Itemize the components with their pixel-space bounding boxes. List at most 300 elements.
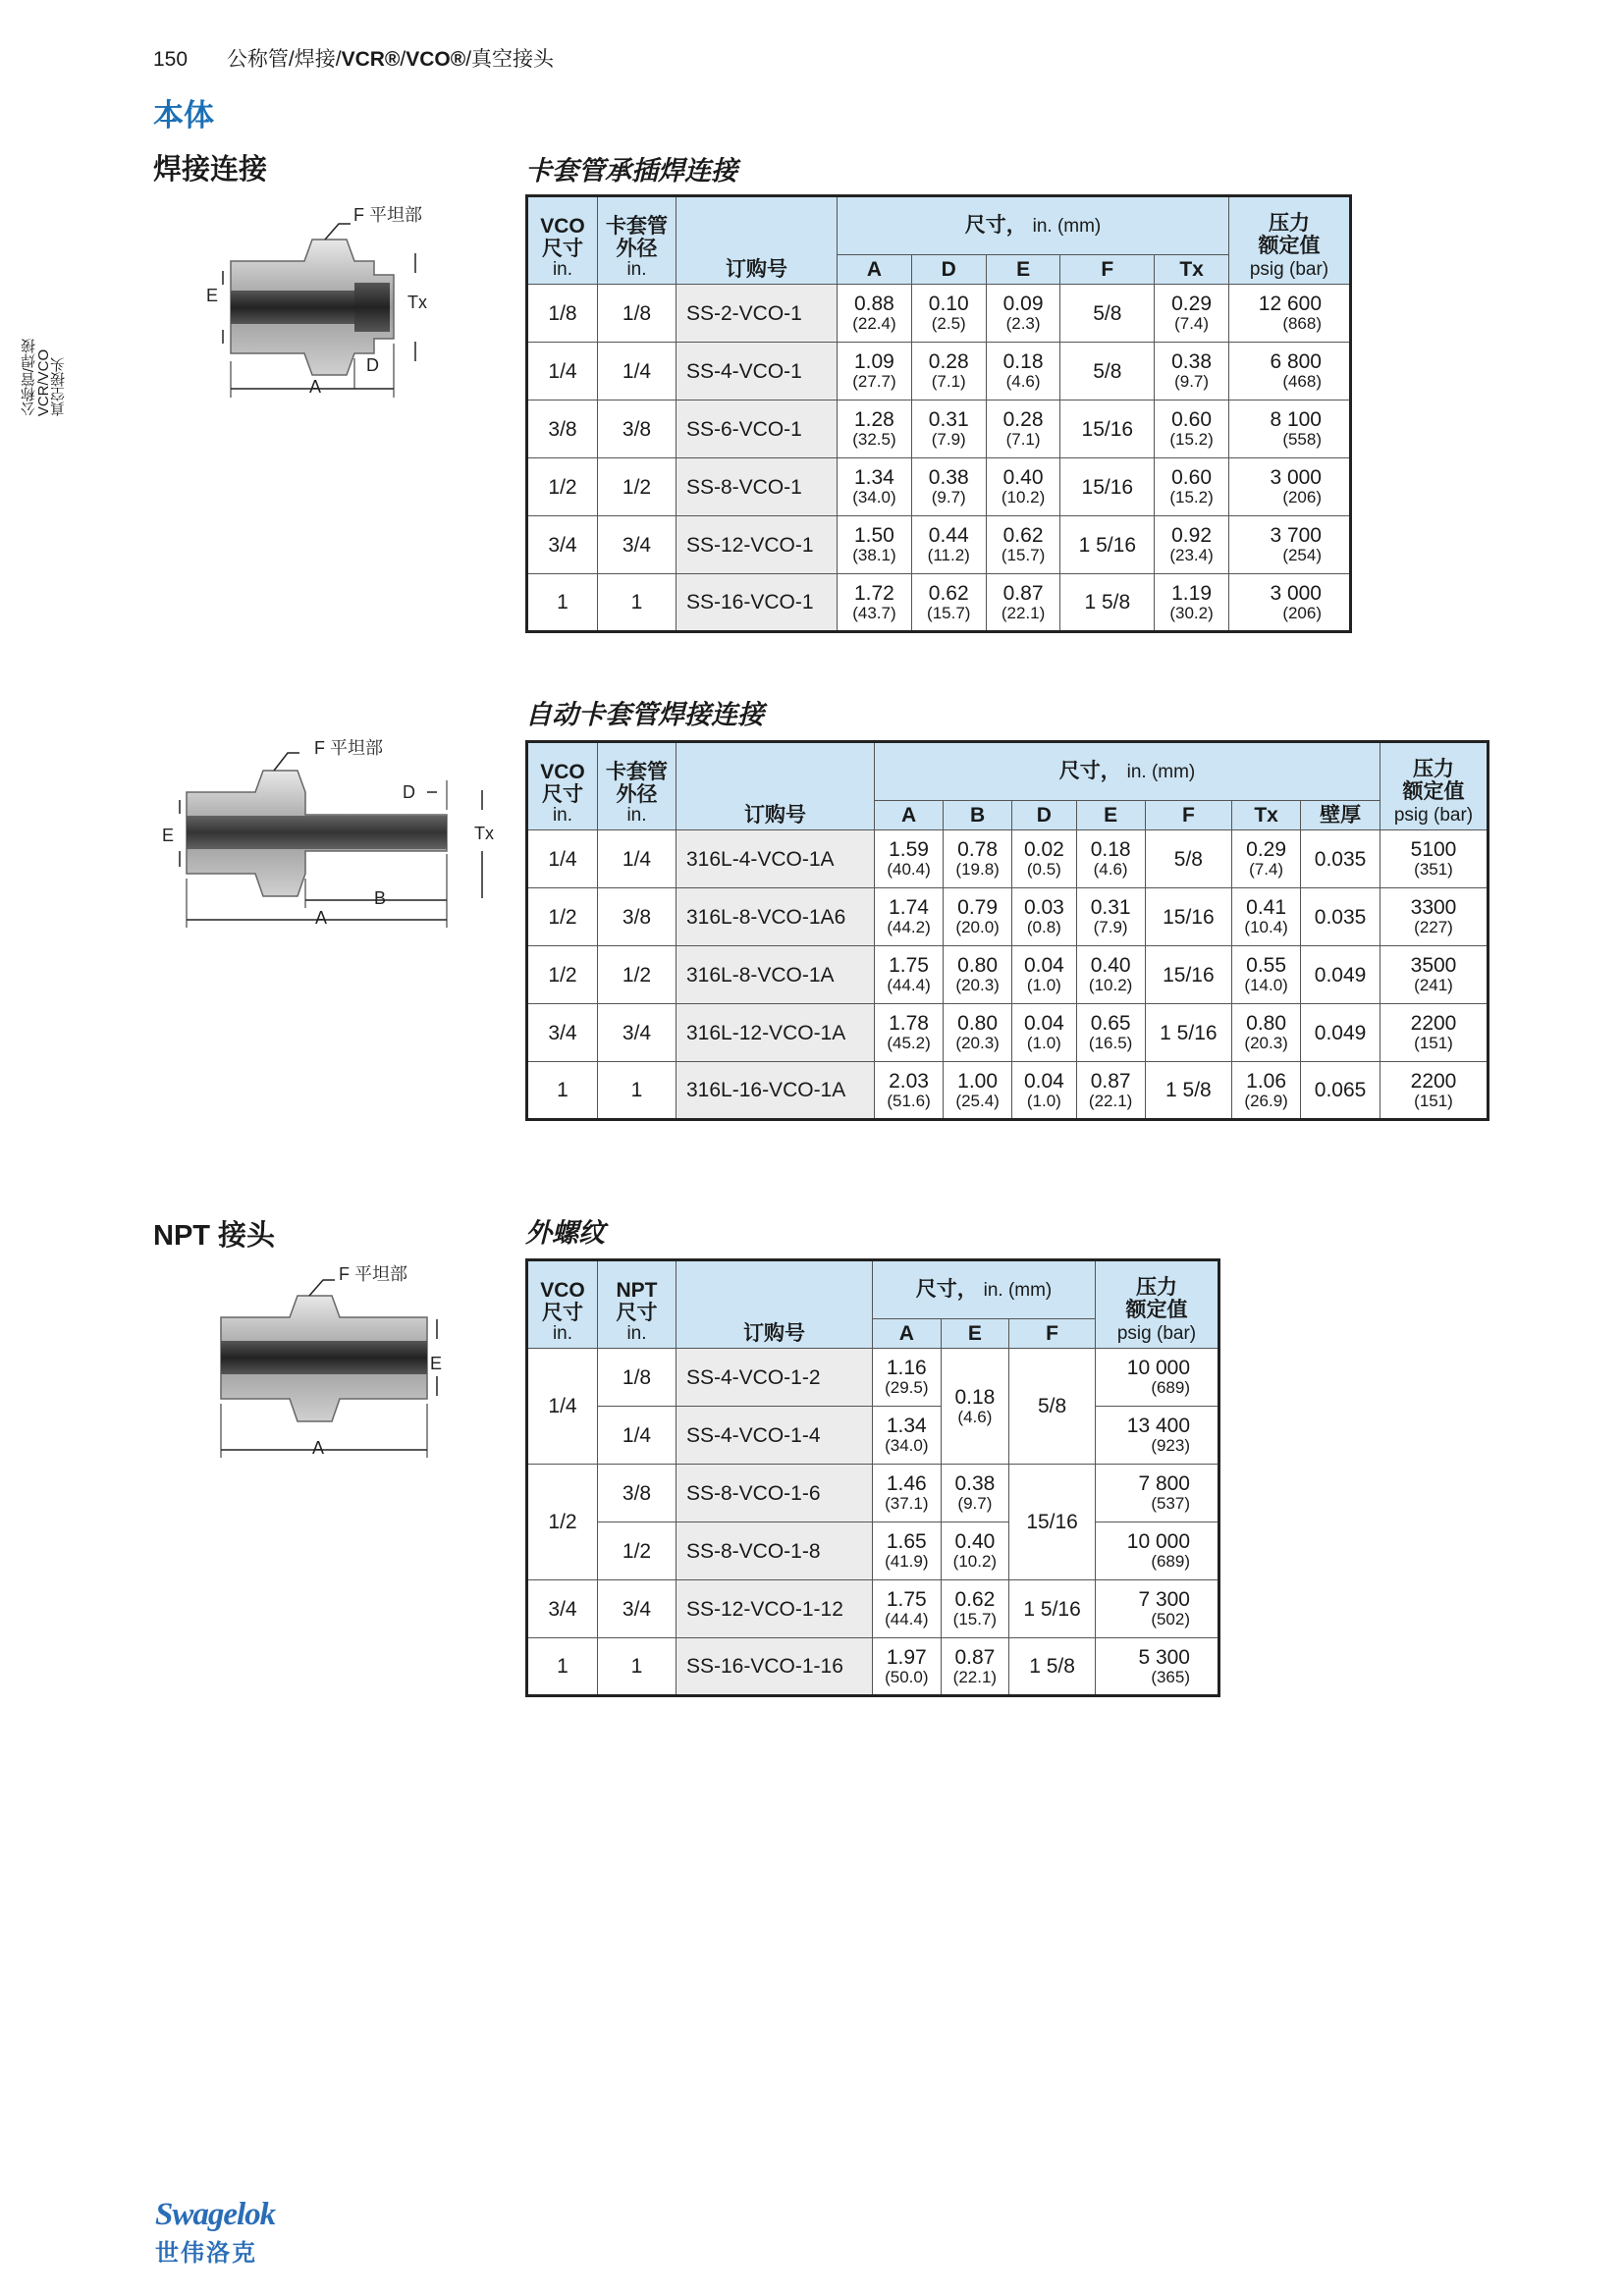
pressure-cell — [1229, 400, 1351, 458]
dim-e-cell-mm: (4.6) — [1093, 860, 1128, 880]
table-row — [527, 1349, 1219, 1407]
dim-e-cell — [1076, 830, 1145, 888]
npt-diagram — [201, 1256, 466, 1463]
col-head-0: A — [875, 801, 944, 830]
dim-d-cell — [911, 516, 986, 574]
col-head-order: 订购号 — [677, 1260, 873, 1349]
wall-cell-value: 0.035 — [1314, 905, 1367, 929]
part-number-cell-value: 316L-12-VCO-1A — [686, 1021, 846, 1044]
pressure-cell-mm: (689) — [1151, 1378, 1190, 1398]
dim-tx-cell-mm: (30.2) — [1169, 603, 1214, 622]
wall-cell — [1301, 1004, 1380, 1062]
vco-cell-value: 1/2 — [548, 905, 577, 929]
dim-a-cell-mm: (32.5) — [852, 430, 896, 450]
dim-a-cell-value: 1.65 — [886, 1530, 927, 1554]
vco-cell — [527, 1465, 598, 1580]
e-label: E — [430, 1354, 443, 1373]
dim-e-cell — [941, 1349, 1009, 1465]
col-head-5: Tx — [1232, 801, 1301, 830]
col-head-3: E — [1076, 801, 1145, 830]
dim-a-cell — [873, 1465, 942, 1522]
dim-tx-cell-value: 0.38 — [1171, 350, 1212, 374]
part-number-cell — [677, 1580, 873, 1638]
tube-cell-value: 3/4 — [622, 533, 652, 557]
dim-f-cell — [1145, 1062, 1231, 1120]
pressure-cell — [1096, 1522, 1219, 1580]
dim-f-cell — [1060, 343, 1155, 400]
table-row — [527, 830, 1489, 888]
dim-e-cell-value: 0.87 — [1002, 581, 1044, 605]
auto-weld-diagram — [152, 731, 506, 933]
npt-cell — [598, 1580, 677, 1638]
dim-f-cell-value: 5/8 — [1093, 301, 1122, 325]
dim-tx-cell-mm: (23.4) — [1169, 546, 1214, 565]
pressure-cell-value: 6 800 — [1270, 350, 1322, 374]
dim-d-cell-mm: (7.9) — [931, 430, 966, 450]
dim-tx-cell — [1232, 1062, 1301, 1120]
tube-cell-value: 1/8 — [622, 301, 652, 325]
dim-a-cell — [875, 830, 944, 888]
dim-a-cell — [838, 400, 912, 458]
e-label: E — [206, 286, 219, 305]
dim-e-cell-mm: (10.2) — [952, 1552, 998, 1572]
a-label: A — [309, 377, 322, 397]
dim-e-cell-value: 0.40 — [954, 1530, 996, 1554]
dim-e-cell — [941, 1522, 1009, 1580]
pressure-cell — [1096, 1349, 1219, 1407]
pressure-cell-value: 2200 — [1410, 1012, 1457, 1036]
pressure-cell-value: 10 000 — [1126, 1357, 1190, 1380]
dim-a-cell — [873, 1349, 942, 1407]
table1-title: 卡套管承插焊连接 — [525, 156, 737, 186]
table-row — [527, 946, 1489, 1004]
breadcrumb-part: / — [400, 48, 406, 71]
vco-cell — [527, 343, 598, 400]
part-number-cell — [677, 1407, 873, 1465]
dim-e-cell — [941, 1465, 1009, 1522]
dim-tx-cell — [1232, 1004, 1301, 1062]
tube-cell-value: 1/4 — [622, 359, 652, 383]
table-row — [527, 516, 1351, 574]
vco-cell-value: 1/4 — [548, 847, 577, 871]
side-tab: 公称管/焊接 VCR/VCO 真空接头 — [21, 339, 67, 417]
npt-cell-value: 3/8 — [622, 1481, 652, 1505]
part-number-cell-value: SS-6-VCO-1 — [686, 417, 802, 441]
col-head-order: 订购号 — [677, 196, 838, 285]
table-row — [527, 1580, 1219, 1638]
table-npt — [525, 1258, 1220, 1697]
col-head-2: D — [1012, 801, 1076, 830]
vco-cell — [527, 1580, 598, 1638]
dim-tx-cell — [1155, 285, 1229, 343]
table-socket-weld — [525, 194, 1352, 633]
pressure-cell-value: 5 300 — [1138, 1645, 1190, 1669]
wall-cell — [1301, 946, 1380, 1004]
part-number-cell — [677, 1465, 873, 1522]
dim-e-cell-mm: (15.7) — [1001, 546, 1046, 565]
npt-cell-value: 1/2 — [622, 1539, 652, 1563]
dim-tx-cell — [1155, 400, 1229, 458]
dim-b-cell-value: 0.80 — [957, 954, 999, 978]
tube-cell — [598, 516, 677, 574]
pressure-cell — [1380, 1062, 1489, 1120]
tube-cell-value: 3/8 — [622, 905, 652, 929]
dim-d-cell-mm: (11.2) — [927, 546, 970, 565]
dim-e-cell-mm: (4.6) — [957, 1407, 993, 1426]
col-head-npt: NPT 尺寸 in. — [598, 1260, 677, 1349]
col-head-tube: 卡套管 外径 in. — [598, 196, 677, 285]
pressure-cell — [1096, 1580, 1219, 1638]
dim-f-cell-value: 1 5/16 — [1078, 533, 1136, 557]
dim-a-cell-value: 1.75 — [886, 1588, 927, 1612]
col-head-3: F — [1060, 255, 1155, 285]
vco-cell-value: 1 — [557, 591, 568, 614]
part-number-cell — [677, 830, 875, 888]
dim-tx-cell-mm: (9.7) — [1174, 372, 1210, 392]
dim-e-cell — [941, 1580, 1009, 1638]
pressure-cell — [1380, 888, 1489, 946]
pressure-cell-value: 10 000 — [1126, 1530, 1190, 1554]
swagelok-logo — [155, 2197, 275, 2268]
dim-e-cell-mm: (9.7) — [957, 1494, 993, 1514]
col-head-4: F — [1145, 801, 1231, 830]
dim-e-cell — [941, 1638, 1009, 1696]
dim-d-cell-mm: (2.5) — [931, 314, 966, 334]
tube-cell-value: 3/8 — [622, 417, 652, 441]
dim-e-cell-value: 0.87 — [954, 1645, 996, 1669]
pressure-cell — [1229, 516, 1351, 574]
dim-a-cell-value: 0.88 — [853, 293, 894, 316]
tube-cell — [598, 830, 677, 888]
pressure-cell-mm: (868) — [1282, 314, 1322, 334]
dim-tx-cell — [1155, 458, 1229, 516]
vco-cell — [527, 285, 598, 343]
tube-cell — [598, 946, 677, 1004]
vco-cell-value: 3/4 — [548, 533, 577, 557]
dim-e-cell-value: 0.28 — [1002, 408, 1044, 432]
vco-cell-value: 3/4 — [548, 1597, 577, 1621]
dim-e-cell-mm: (22.1) — [952, 1667, 998, 1686]
dim-f-cell-value: 5/8 — [1173, 847, 1203, 871]
dim-d-cell-mm: (1.0) — [1026, 976, 1061, 995]
part-number-cell — [677, 1004, 875, 1062]
pressure-cell — [1380, 946, 1489, 1004]
dim-tx-cell — [1155, 516, 1229, 574]
dim-b-cell-mm: (25.4) — [955, 1091, 1000, 1110]
part-number-cell — [677, 285, 838, 343]
dim-tx-cell — [1155, 574, 1229, 632]
dim-f-cell — [1060, 285, 1155, 343]
tx-label: Tx — [407, 293, 427, 312]
flat-label: F 平坦部 — [339, 1264, 407, 1284]
dim-e-cell — [986, 516, 1060, 574]
npt-cell — [598, 1638, 677, 1696]
part-number-cell-value: SS-4-VCO-1-4 — [686, 1423, 821, 1447]
dim-e-cell-value: 0.62 — [1002, 524, 1044, 548]
part-number-cell-value: 316L-8-VCO-1A6 — [686, 905, 846, 929]
vco-cell — [527, 888, 598, 946]
dim-a-cell-mm: (44.4) — [887, 976, 931, 995]
pressure-cell-value: 12 600 — [1258, 293, 1322, 316]
dim-e-cell-value: 0.40 — [1002, 466, 1044, 490]
e-label: E — [162, 826, 175, 845]
dim-a-cell — [875, 888, 944, 946]
part-number-cell — [677, 946, 875, 1004]
dim-b-cell — [944, 1062, 1012, 1120]
dim-f-cell-value: 5/8 — [1037, 1395, 1067, 1418]
dim-d-cell-mm: (0.5) — [1026, 860, 1061, 880]
part-number-cell — [677, 516, 838, 574]
col-head-pressure: 压力 额定值 psig (bar) — [1380, 742, 1489, 830]
section-heading-npt: NPT 接头 — [153, 1220, 276, 1252]
part-number-cell-value: SS-8-VCO-1 — [686, 475, 802, 499]
dim-a-cell — [873, 1638, 942, 1696]
vco-cell — [527, 400, 598, 458]
dim-tx-cell — [1155, 343, 1229, 400]
dim-a-cell-value: 2.03 — [889, 1069, 929, 1093]
dim-d-cell-mm: (7.1) — [931, 372, 966, 392]
dim-d-cell — [1012, 1004, 1076, 1062]
dim-b-cell-value: 0.78 — [957, 838, 999, 862]
dim-f-cell — [1060, 574, 1155, 632]
table-auto-weld — [525, 740, 1489, 1121]
dim-a-cell-mm: (37.1) — [885, 1494, 929, 1514]
pressure-cell-mm: (365) — [1151, 1667, 1190, 1686]
dim-tx-cell-value: 0.92 — [1171, 524, 1212, 548]
dim-a-cell-value: 1.72 — [853, 581, 894, 605]
part-number-cell-value: SS-8-VCO-1-6 — [686, 1481, 821, 1505]
dim-d-cell-value: 0.04 — [1023, 1012, 1064, 1036]
dim-b-cell-mm: (19.8) — [955, 860, 1000, 880]
vco-cell — [527, 1638, 598, 1696]
pressure-cell-value: 3 000 — [1270, 581, 1322, 605]
pressure-cell-mm: (151) — [1414, 1034, 1453, 1053]
dim-f-cell-value: 15/16 — [1026, 1511, 1078, 1534]
vco-cell-value: 1/4 — [548, 359, 577, 383]
table2-title: 自动卡套管焊接连接 — [525, 700, 764, 729]
pressure-cell-value: 2200 — [1410, 1069, 1457, 1093]
vco-cell — [527, 1349, 598, 1465]
col-head-1: D — [911, 255, 986, 285]
dim-f-cell-value: 1 5/8 — [1084, 591, 1131, 614]
dim-tx-cell-value: 1.19 — [1171, 581, 1212, 605]
pressure-cell — [1096, 1407, 1219, 1465]
dim-d-cell — [911, 285, 986, 343]
table-row — [527, 1407, 1219, 1465]
dim-b-cell — [944, 946, 1012, 1004]
dim-tx-cell-value: 0.29 — [1246, 838, 1287, 862]
tube-cell-value: 1/2 — [622, 963, 652, 987]
dim-e-cell-mm: (22.1) — [1001, 603, 1046, 622]
pressure-cell-mm: (689) — [1151, 1552, 1190, 1572]
dim-f-cell-value: 1 5/16 — [1023, 1597, 1081, 1621]
table-row — [527, 400, 1351, 458]
dim-b-cell — [944, 830, 1012, 888]
flat-label: F 平坦部 — [353, 205, 422, 225]
dim-a-cell-mm: (22.4) — [852, 314, 896, 334]
col-head-0: A — [838, 255, 912, 285]
dim-tx-cell-value: 0.29 — [1171, 293, 1212, 316]
dim-d-cell — [911, 400, 986, 458]
pressure-cell — [1380, 1004, 1489, 1062]
dim-a-cell-mm: (40.4) — [887, 860, 931, 880]
page-header — [153, 43, 554, 73]
table-row — [527, 1465, 1219, 1522]
pressure-cell-mm: (241) — [1414, 976, 1453, 995]
vco-cell — [527, 946, 598, 1004]
part-number-cell — [677, 400, 838, 458]
tube-cell — [598, 1004, 677, 1062]
part-number-cell-value: 316L-8-VCO-1A — [686, 963, 835, 987]
dim-e-cell-value: 0.65 — [1090, 1012, 1131, 1036]
dim-f-cell — [1145, 1004, 1231, 1062]
dim-d-cell-value: 0.10 — [928, 293, 969, 316]
part-number-cell — [677, 343, 838, 400]
dim-d-cell-value: 0.04 — [1023, 1069, 1064, 1093]
col-head-0: A — [873, 1319, 942, 1349]
dim-e-cell-mm: (10.2) — [1088, 976, 1133, 995]
vco-cell — [527, 830, 598, 888]
dim-a-cell-mm: (43.7) — [852, 603, 896, 622]
dim-d-cell-mm: (0.8) — [1026, 918, 1061, 937]
pressure-cell — [1229, 458, 1351, 516]
dim-tx-cell-mm: (7.4) — [1174, 314, 1210, 334]
pressure-cell-value: 5100 — [1410, 838, 1457, 862]
vco-cell — [527, 1004, 598, 1062]
logo-chinese: 世伟洛克 — [155, 2240, 257, 2267]
dim-e-cell-value: 0.62 — [954, 1588, 996, 1612]
dim-tx-cell — [1232, 830, 1301, 888]
pressure-cell-value: 13 400 — [1126, 1415, 1190, 1438]
breadcrumb-part: VCO® — [406, 48, 466, 71]
dim-d-cell-value: 0.02 — [1023, 838, 1064, 862]
col-head-1: B — [944, 801, 1012, 830]
socket-weld-diagram — [201, 196, 457, 407]
dim-tx-cell — [1232, 946, 1301, 1004]
dim-e-cell — [1076, 888, 1145, 946]
part-number-cell-value: SS-4-VCO-1 — [686, 359, 802, 383]
col-head-vco: VCO 尺寸 in. — [527, 196, 598, 285]
vco-cell — [527, 1062, 598, 1120]
dim-e-cell — [986, 574, 1060, 632]
dim-e-cell-mm: (15.7) — [952, 1610, 998, 1629]
part-number-cell-value: SS-8-VCO-1-8 — [686, 1539, 821, 1563]
dim-tx-cell-mm: (26.9) — [1244, 1091, 1288, 1110]
col-head-tube: 卡套管 外径 in. — [598, 742, 677, 830]
wall-cell — [1301, 1062, 1380, 1120]
col-head-order: 订购号 — [677, 742, 875, 830]
npt-cell — [598, 1349, 677, 1407]
dim-e-cell-value: 0.87 — [1090, 1069, 1131, 1093]
vco-cell-value: 1/4 — [548, 1395, 577, 1418]
dim-d-cell — [1012, 1062, 1076, 1120]
dim-e-cell-value: 0.40 — [1090, 954, 1131, 978]
dim-tx-cell-value: 0.60 — [1171, 408, 1212, 432]
col-head-2: E — [986, 255, 1060, 285]
part-number-cell — [677, 574, 838, 632]
pressure-cell-mm: (151) — [1414, 1091, 1453, 1110]
dim-e-cell — [1076, 1062, 1145, 1120]
wall-cell-value: 0.049 — [1314, 1021, 1367, 1044]
b-label: B — [374, 888, 387, 908]
table-row — [527, 285, 1351, 343]
col-head-4: Tx — [1155, 255, 1229, 285]
dim-f-cell — [1060, 400, 1155, 458]
dim-f-cell-value: 1 5/8 — [1165, 1079, 1212, 1102]
dim-d-cell — [1012, 830, 1076, 888]
dim-d-cell-value: 0.38 — [928, 466, 969, 490]
dim-a-cell-value: 1.16 — [886, 1357, 927, 1380]
part-number-cell-value: SS-4-VCO-1-2 — [686, 1365, 821, 1389]
pressure-cell-mm: (206) — [1282, 603, 1322, 622]
dim-a-cell — [838, 516, 912, 574]
dim-d-cell-value: 0.62 — [928, 581, 969, 605]
dim-tx-cell-value: 0.60 — [1171, 466, 1212, 490]
tube-cell — [598, 574, 677, 632]
dim-e-cell — [986, 285, 1060, 343]
part-number-cell — [677, 458, 838, 516]
dim-d-cell-value: 0.28 — [928, 350, 969, 374]
npt-cell — [598, 1522, 677, 1580]
dim-e-cell-mm: (2.3) — [1005, 314, 1041, 334]
dim-d-cell — [911, 343, 986, 400]
dim-e-cell-mm: (7.9) — [1093, 918, 1128, 937]
dim-f-cell-value: 15/16 — [1081, 475, 1134, 499]
dim-f-cell — [1145, 830, 1231, 888]
dim-f-cell — [1009, 1580, 1096, 1638]
breadcrumb-part: VCR® — [341, 48, 401, 71]
npt-cell-value: 1/4 — [622, 1423, 652, 1447]
dim-b-cell — [944, 888, 1012, 946]
col-head-2: F — [1009, 1319, 1096, 1349]
dim-a-cell-value: 1.46 — [886, 1472, 927, 1496]
dim-f-cell-value: 15/16 — [1163, 905, 1215, 929]
dim-tx-cell-mm: (7.4) — [1249, 860, 1284, 880]
dim-e-cell-mm: (4.6) — [1005, 372, 1041, 392]
pressure-cell-mm: (351) — [1414, 860, 1453, 880]
dim-d-cell-value: 0.31 — [928, 408, 969, 432]
dim-e-cell-value: 0.18 — [1002, 350, 1044, 374]
section-heading-weld: 焊接连接 — [153, 154, 268, 186]
dim-b-cell-value: 0.79 — [957, 896, 999, 920]
dim-tx-cell-value: 0.41 — [1246, 896, 1287, 920]
breadcrumb-part: 公称管/焊接/ — [226, 48, 342, 71]
vco-cell-value: 1/8 — [548, 301, 577, 325]
part-number-cell-value: SS-12-VCO-1-12 — [686, 1597, 843, 1621]
dim-b-cell-mm: (20.0) — [955, 918, 1000, 937]
wall-cell-value: 0.065 — [1314, 1079, 1367, 1102]
tube-cell — [598, 1062, 677, 1120]
dim-d-cell-mm: (9.7) — [931, 488, 966, 507]
part-number-cell — [677, 1349, 873, 1407]
tube-cell — [598, 285, 677, 343]
dim-f-cell — [1009, 1638, 1096, 1696]
dim-e-cell — [986, 400, 1060, 458]
dim-f-cell — [1060, 458, 1155, 516]
dim-a-cell — [875, 1062, 944, 1120]
dim-e-cell-mm: (10.2) — [1001, 488, 1046, 507]
dim-a-cell-value: 1.34 — [886, 1415, 927, 1438]
table-row — [527, 343, 1351, 400]
dim-e-cell-mm: (16.5) — [1088, 1034, 1133, 1053]
dim-e-cell — [986, 458, 1060, 516]
tube-cell-value: 1 — [630, 591, 643, 614]
dim-b-cell-mm: (20.3) — [955, 976, 1000, 995]
wall-cell-value: 0.049 — [1314, 963, 1367, 987]
dim-a-cell-value: 1.75 — [889, 954, 929, 978]
pressure-cell-mm: (558) — [1282, 430, 1322, 450]
vco-cell-value: 1/2 — [548, 1511, 577, 1534]
